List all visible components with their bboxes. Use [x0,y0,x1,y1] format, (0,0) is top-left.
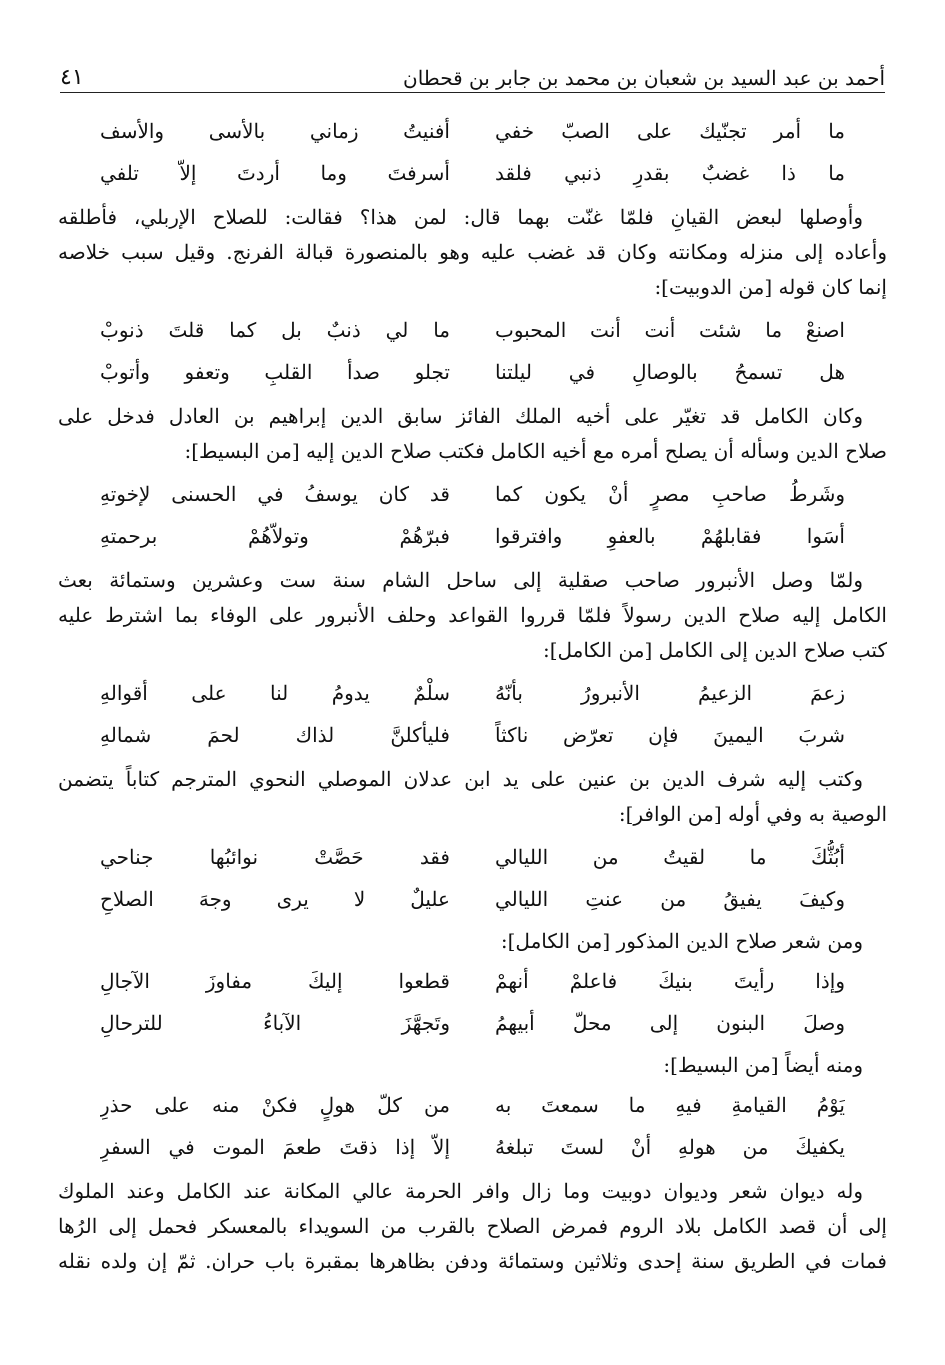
verse-first-hemistich: زعمَ الزعيمُ الأنبرورُ بأنّهُ [495,680,845,705]
prose-paragraph [58,200,887,305]
verse-second-hemistich: سلْمٌ يدومُ لنا على أقوالهِ [100,680,450,705]
running-header [60,58,885,90]
verse-line [58,1002,887,1044]
prose-line: ولمّا وصل الأنبرور صاحب صقلية إلى ساحل الشام سنة ست وعشرين وستمائة بعث [58,568,863,592]
prose-line: وأعاده إلى منزله ومكانته وكان قد غضب عليه وهو بالمنصورة قبالة الفرنج. وقيل سبب خلاصه [58,240,887,264]
prose-line: وكتب إليه شرف الدين بن عنين على يد ابن عدلان الموصلي النحوي المترجم كتاباً يتضمن [58,767,863,791]
verse-first-hemistich: يكفيكَ من هولهِ أنْ لستَ تبلغهُ [495,1134,845,1159]
verse-line [58,351,887,393]
verse-line [58,1126,887,1168]
prose-line: فمات في الطريق سنة إحدى وثلاثين وستمائة ودفن بظاهرها بمقبرة باب حران. ثمّ إن ولده نقله [58,1249,887,1273]
verse-line [58,714,887,756]
verse-second-hemistich: فليأكلنَّ لذاك لحمَ شمالهِ [100,722,450,747]
verse-first-hemistich: أبُثُّكَ ما لقيتُ من الليالي [495,844,845,869]
verse-second-hemistich: فقد حَصَّتْ نوائبُها جناحي [100,844,450,869]
header-title: أحمد بن عبد السيد بن شعبان بن محمد بن جابر بن قحطان [403,66,885,90]
prose-line: إلى أن قصد الكامل بلاد الروم فمرض الصلاح بالقرب من السويداء بالمعسكر فحمل إلى الرُها [58,1214,887,1238]
verse-first-hemistich: وشَرطُ صاحبِ مصرٍ أنْ يكون كما [495,481,845,506]
verse-second-hemistich: من كلّ هولٍ فكنْ منه على حذرِ [100,1092,450,1117]
verse-line [58,110,887,152]
header-rule [60,92,885,93]
verse-line [58,1084,887,1126]
verse-second-hemistich: أفنيتُ زماني بالأسى والأسف [100,118,450,143]
verse-line [58,515,887,557]
verse-second-hemistich: وتَجهَّزَ الآباءُ للترحالِ [100,1010,450,1035]
verse-line [58,878,887,920]
verse-second-hemistich: تجلو صدأ القلبِ وتعفو وأتوبْ [100,359,450,384]
prose-line: كتب صلاح الدين إلى الكامل [من الكامل]: [542,638,887,662]
verse-line [58,672,887,714]
prose-line: الوصية به وفي أوله [من الوافر]: [618,802,887,826]
verse-first-hemistich: وإذا رأيتَ بنيكَ فاعلمْ أنهمْ [495,968,845,993]
poem-intro: ومنه أيضاً [من البسيط]: [663,1052,863,1077]
prose-line: وله ديوان شعر وديوان دوبيت وما زال وافر الحرمة عالي المكانة عند الكامل وعند الملوك [58,1179,863,1203]
verse-line [58,309,887,351]
prose-line: الكامل إليه صلاح الدين رسولاً فلمّا قرروا القواعد وحلف الأنبرور على الوفاء بما اشترط عليه [58,603,887,627]
verse-second-hemistich: قد كان يوسفُ في الحسنى لإخوتهِ [100,481,450,506]
page-number: ٤١ [60,65,84,90]
verse-first-hemistich: هل تسمحُ بالوصالِ في ليلتنا [495,359,845,384]
verse-line [58,152,887,194]
verse-second-hemistich: عليلٌ لا يرى وجهَ الصلاحِ [100,886,450,911]
verse-first-hemistich: شربَ اليمينَ فإن تعرّض ناكثاً [495,722,845,747]
verse-first-hemistich: ما أمر تجنّيك على الصبّ خفي [495,118,845,143]
prose-line: صلاح الدين وسأله أن يصلح أمره مع أخيه الكامل فكتب صلاح الدين إليه [من البسيط]: [184,439,887,463]
verse-first-hemistich: ما ذا غضبٌ بقدرِ ذنبي فلقد [495,160,845,185]
verse-line [58,473,887,515]
verse-second-hemistich: قطعوا إليكَ مفاوزَ الآجالِ [100,968,450,993]
verse-first-hemistich: وكيفَ يفيقُ من عنتِ الليالي [495,886,845,911]
prose-line: وأوصلها لبعض القيانِ فلمّا غنّت بهما قال: لمن هذا؟ فقالت: للصلاح الإربلي، فأطلقه [58,205,863,229]
verse-line [58,836,887,878]
verse-first-hemistich: يَوْمُ القيامةِ فيهِ ما سمعتَ به [495,1092,845,1117]
prose-paragraph [58,762,887,832]
verse-second-hemistich: أسرفتَ وما أردتَ إلاّ تلفي [100,160,450,185]
verse-first-hemistich: وصلَ البنون إلى محلّ أبيهمُ [495,1010,845,1035]
verse-first-hemistich: اصنعْ ما شئت أنت أنت المحبوب [495,317,845,342]
verse-second-hemistich: إلاّ إذا ذقتَ طعمَ الموت في السفرِ [100,1134,450,1159]
verse-line [58,960,887,1002]
page-body [58,110,887,1283]
prose-line: وكان الكامل قد تغيّر على أخيه الملك الفائز سابق الدين إبراهيم بن العادل فدخل على [58,404,863,428]
verse-second-hemistich: ما لي ذنبٌ بل كما قلتَ ذنوبْ [100,317,450,342]
verse-second-hemistich: فبرّهُمْ وتولاّهُمْ برحمتهِ [100,523,450,548]
prose-line: إنما كان قوله [من الدوبيت]: [654,275,887,299]
poem-intro: ومن شعر صلاح الدين المذكور [من الكامل]: [500,928,863,953]
prose-paragraph [58,563,887,668]
prose-paragraph [58,399,887,469]
prose-paragraph [58,1174,887,1279]
verse-first-hemistich: أسَوا فقابلهُمْ بالعفوِ وافترقوا [495,523,845,548]
